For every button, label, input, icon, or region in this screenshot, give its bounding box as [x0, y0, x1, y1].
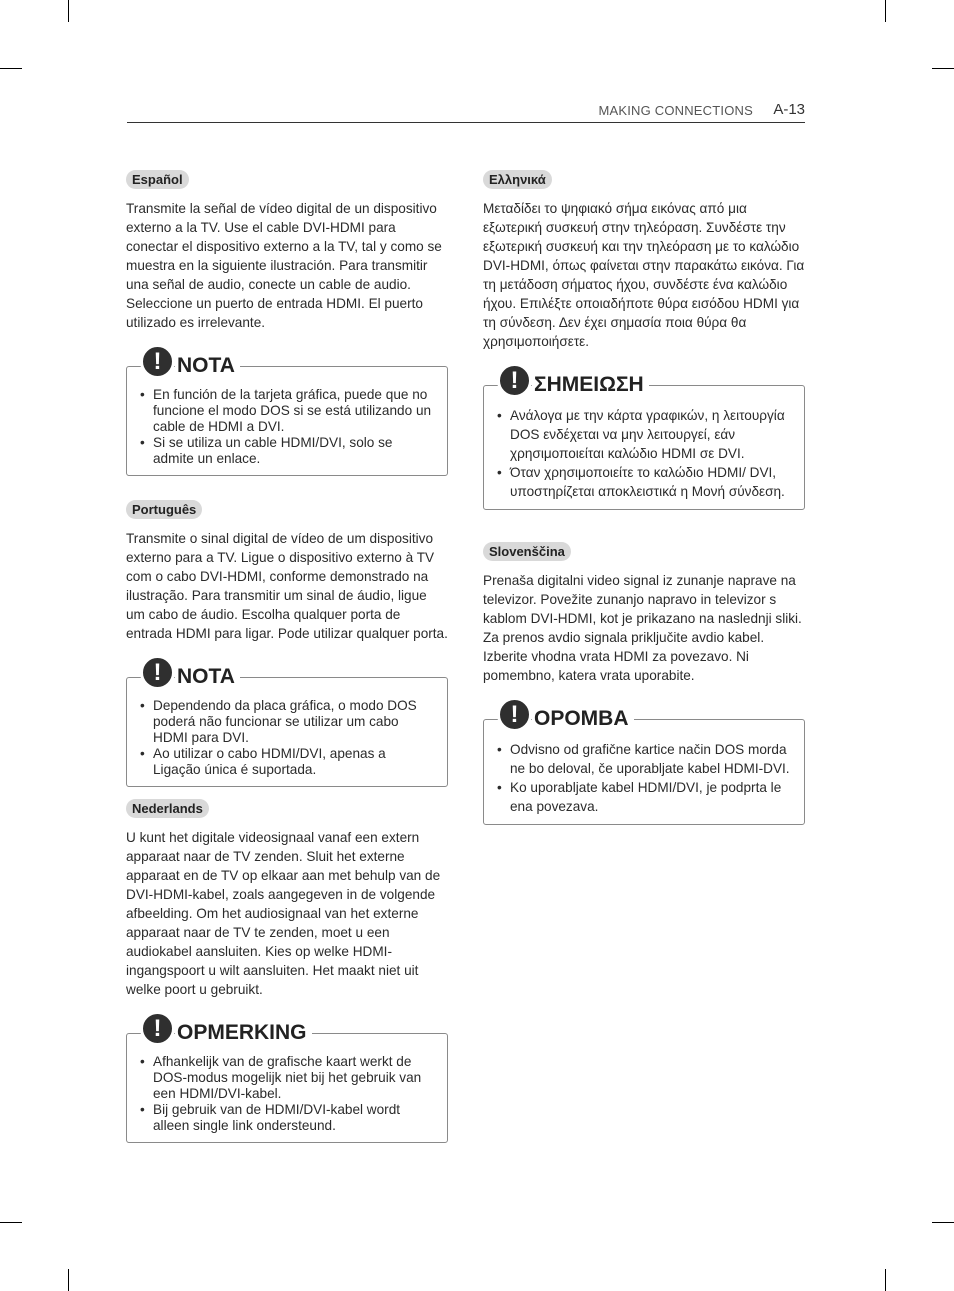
note-item: • Odvisno od grafične kartice način DOS morda ne bo deloval, če uporabljate kabel HDMI-DVI. [494, 740, 794, 778]
language-tag: Español [126, 170, 189, 189]
exclamation-icon: ! [497, 363, 532, 398]
note-title: NOTA [175, 355, 240, 377]
crop-mark [885, 0, 886, 22]
section-title: MAKING CONNECTIONS [598, 103, 753, 118]
language-tag: Ελληνικά [483, 170, 552, 189]
exclamation-icon: ! [140, 1011, 175, 1046]
note-item: • Bij gebruik van de HDMI/DVI-kabel wordt alleen single link ondersteund. [137, 1102, 437, 1134]
note-title: OPMERKING [175, 1022, 312, 1044]
section-pt [126, 500, 448, 787]
page-number: A-13 [773, 101, 805, 118]
note-item: • Ανάλογα με την κάρτα γραφικών, η λειτουργία DOS ενδέχεται να μην λειτουργεί, εάν χρησιμοποιείται καλώδιο HDMI σε DVI. [494, 406, 794, 463]
crop-mark [932, 68, 954, 69]
crop-mark [68, 1269, 69, 1291]
crop-mark [885, 1269, 886, 1291]
note-item: • Όταν χρησιμοποιείτε το καλώδιο HDMI/ DVI, υποστηρίζεται αποκλειστικά η Μονή σύνδεση. [494, 463, 794, 501]
note-title: OPOMBA [532, 708, 634, 730]
crop-mark [0, 1222, 22, 1223]
body-text: Prenaša digitalni video signal iz zunanje naprave na televizor. Povežite zunanjo napravo in televizor s kablom DVI-HDMI, kot je prikazano na naslednji sliki. Za prenos avdio signala priključite avdio kabel. Izberite vhodna vrata HDMI za povezavo. Ni pomembno, katera vrata uporabite. [483, 573, 802, 683]
note-item: • Afhankelijk van de grafische kaart werkt de DOS-modus mogelijk niet bij het gebruik van een HDMI/DVI-kabel. [137, 1054, 437, 1102]
exclamation-icon: ! [140, 655, 175, 690]
note-box [126, 348, 448, 476]
note-title: ΣΗΜΕΙΩΣΗ [532, 374, 649, 396]
note-box [483, 701, 805, 825]
body-text: Transmite o sinal digital de vídeo de um dispositivo externo para a TV. Ligue o dispositivo externo à TV com o cabo DVI-HDMI, conforme demonstrado na ilustração. Para transmitir um sinal de áudio, ligue um cabo de áudio. Escolha qualquer porta de entrada HDMI para ligar. Pode utilizar qualquer porta. [126, 531, 448, 641]
right-column [483, 170, 805, 825]
note-title: NOTA [175, 666, 240, 688]
section-es [126, 170, 448, 476]
page-header [127, 100, 805, 123]
crop-mark [0, 68, 22, 69]
note-item: • Dependendo da placa gráfica, o modo DOS poderá não funcionar se utilizar um cabo HDMI para DVI. [137, 698, 437, 746]
note-item: • Ko uporabljate kabel HDMI/DVI, je podprta le ena povezava. [494, 778, 794, 816]
language-tag: Slovenščina [483, 542, 571, 561]
section-el [483, 170, 805, 510]
note-item: • Ao utilizar o cabo HDMI/DVI, apenas a Ligação única é suportada. [137, 746, 437, 778]
section-nl [126, 799, 448, 1143]
crop-mark [68, 0, 69, 22]
exclamation-icon: ! [497, 697, 532, 732]
note-item: • Si se utiliza un cable HDMI/DVI, solo se admite un enlace. [137, 435, 437, 467]
section-sl [483, 542, 805, 825]
body-text: Transmite la señal de vídeo digital de un dispositivo externo a la TV. Use el cable DVI-HDMI para conectar el dispositivo externo a la TV, tal y como se muestra en la siguiente ilustración. Para transmitir una señal de audio, conecte un cable de audio. Seleccione un puerto de entrada HDMI. El puerto utilizado es irrelevante. [126, 201, 442, 330]
body-text: Μεταδίδει το ψηφιακό σήμα εικόνας από μια εξωτερική συσκευή στην τηλεόραση. Συνδέστε την εξωτερική συσκευή και την τηλεόραση με το καλώδιο DVI-HDMI, όπως φαίνεται στην παρακάτω εικόνα. Για τη μετάδοση σήματος ήχου, συνδέστε ένα καλώδιο ήχου. Επιλέξτε οποιαδήποτε θύρα εισόδου HDMI για τη σύνδεση. Δεν έχει σημασία ποια θύρα θα χρησιμοποιήσετε. [483, 201, 805, 349]
note-box [126, 659, 448, 787]
crop-mark [932, 1222, 954, 1223]
exclamation-icon: ! [140, 344, 175, 379]
note-item: • En función de la tarjeta gráfica, puede que no funcione el modo DOS si se está utilizando un cable de HDMI a DVI. [137, 387, 437, 435]
body-text: U kunt het digitale videosignaal vanaf een extern apparaat naar de TV zenden. Sluit het externe apparaat en de TV op elkaar aan met behulp van de DVI-HDMI-kabel, zoals aangegeven in de volgende afbeelding. Om het audiosignaal van het externe apparaat naar de TV te zenden, moet u een audiokabel aansluiten. Kies op welke HDMI-ingangspoort u wilt aansluiten. Het maakt niet uit welke poort u gebruikt. [126, 830, 441, 997]
left-column [126, 170, 448, 1143]
note-box [483, 367, 805, 510]
language-tag: Português [126, 500, 202, 519]
note-box [126, 1015, 448, 1143]
language-tag: Nederlands [126, 799, 209, 818]
